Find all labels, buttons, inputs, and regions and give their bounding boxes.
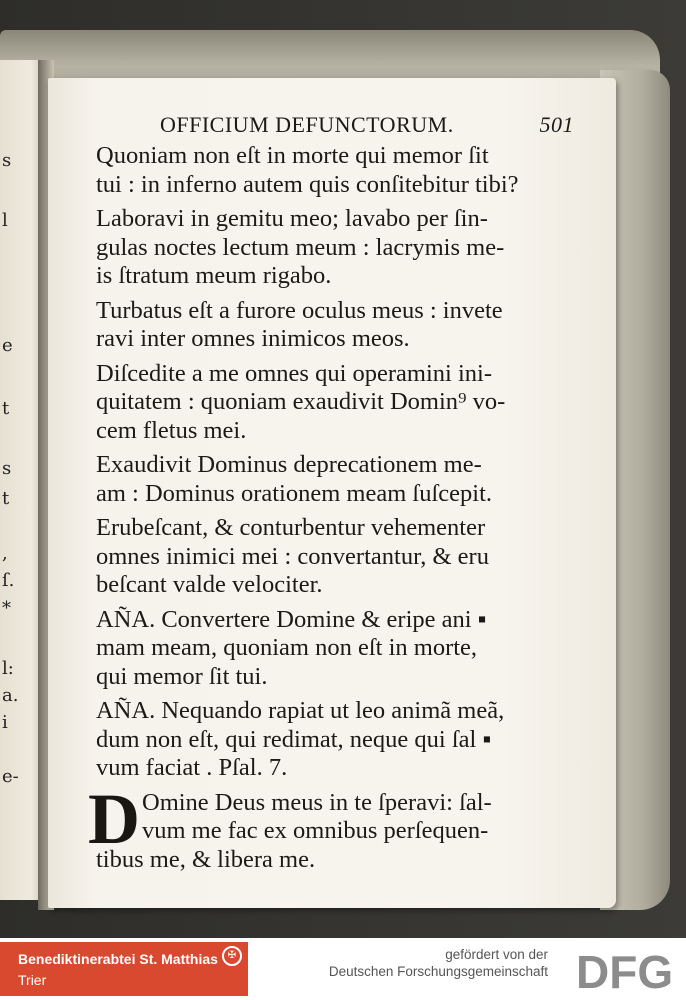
facing-fragment: l: [2, 658, 14, 679]
text-line: Turbatus eſt a furore oculus meus : invete [96, 296, 503, 324]
text-line: tui : in inferno autem quis conſitebitur tibi? [96, 170, 519, 198]
text-line: Laboravi in gemitu meo; lavabo per ſin- [96, 205, 488, 232]
dfg-logo-text: DFG [576, 946, 674, 994]
facing-fragment: ſ. [2, 570, 15, 591]
running-header [96, 112, 574, 142]
funder-line: Deutschen Forschungsgemeinschaft [328, 964, 548, 979]
text-line: quitatem : quoniam exaudivit Domin⁹ vo- [96, 388, 506, 415]
text-line: AÑA. Convertere Domine & eripe ani ▪ [96, 605, 487, 633]
facing-fragment: s [2, 458, 12, 479]
antiphon [96, 697, 562, 783]
text-line: AÑA. Nequando rapiat ut leo animã meã, [96, 697, 505, 724]
drop-cap: D [88, 778, 140, 859]
dfg-logo-icon[interactable] [572, 944, 684, 994]
page-title: OFFICIUM DEFUNCTORUM. [160, 112, 454, 137]
text-line: qui memor ſit tui. [96, 662, 268, 690]
text-line: gulas noctes lectum meum : lacrymis me- [96, 233, 505, 261]
text-line: cem fletus mei. [96, 416, 247, 444]
text-line: omnes inimici mei : convertantur, & eru [96, 542, 489, 570]
facing-fragment: , [2, 543, 8, 564]
text-line: dum non eſt, qui redimat, neque qui ſal ▪ [96, 725, 492, 753]
institution-banner[interactable] [0, 942, 248, 996]
text-line: vum faciat . Pſal. 7. [96, 754, 288, 781]
text-line: Diſcedite a me omnes qui operamini ini- [96, 359, 492, 387]
text-line: Erubeſcant, & conturbentur vehementer [96, 514, 486, 541]
verse [96, 205, 562, 291]
abbey-logo-icon: ✠ [222, 946, 242, 966]
funder-line: gefördert von der [445, 947, 548, 962]
facing-fragment: * [2, 598, 11, 619]
text-line: Omine Deus meus in te ſperavi: ſal- [142, 788, 492, 816]
facing-fragment: t [2, 488, 10, 509]
facing-fragment: e- [2, 766, 19, 787]
institution-city: Trier [18, 972, 47, 988]
institution-name: Benediktinerabtei St. Matthias [18, 951, 218, 967]
text-line: Exaudivit Dominus deprecationem me- [96, 451, 482, 478]
verse [96, 514, 562, 600]
facing-fragment: t [2, 398, 10, 419]
facing-fragment: s [2, 150, 12, 171]
footer-bar [0, 938, 686, 1000]
page-number: 501 [539, 112, 574, 137]
text-line: mam meam, quoniam non eſt in morte, [96, 634, 478, 661]
text-line: am : Dominus orationem meam ſuſcepit. [96, 479, 492, 507]
verse [96, 451, 562, 508]
text-line: beſcant valde velociter. [96, 571, 323, 598]
funder-credit [329, 946, 548, 980]
text-line: Quoniam non eſt in morte qui memor ſit [96, 142, 489, 169]
page-text [88, 112, 574, 874]
antiphon [96, 606, 562, 692]
text-line: ravi inter omnes inimicos meos. [96, 325, 410, 352]
text-line: vum me fac ex omnibus perſequen- [142, 817, 489, 844]
verse [96, 360, 562, 446]
text-line: tibus me, & libera me. [96, 845, 316, 873]
facing-fragment: a. [2, 685, 19, 706]
facing-fragment: l [2, 210, 8, 231]
text-line: is ſtratum meum rigabo. [96, 262, 332, 289]
psalm-opening [88, 778, 562, 875]
facing-fragment: i [2, 712, 8, 733]
verse [96, 142, 562, 199]
verse [96, 297, 562, 354]
facing-fragment: e [2, 335, 13, 356]
